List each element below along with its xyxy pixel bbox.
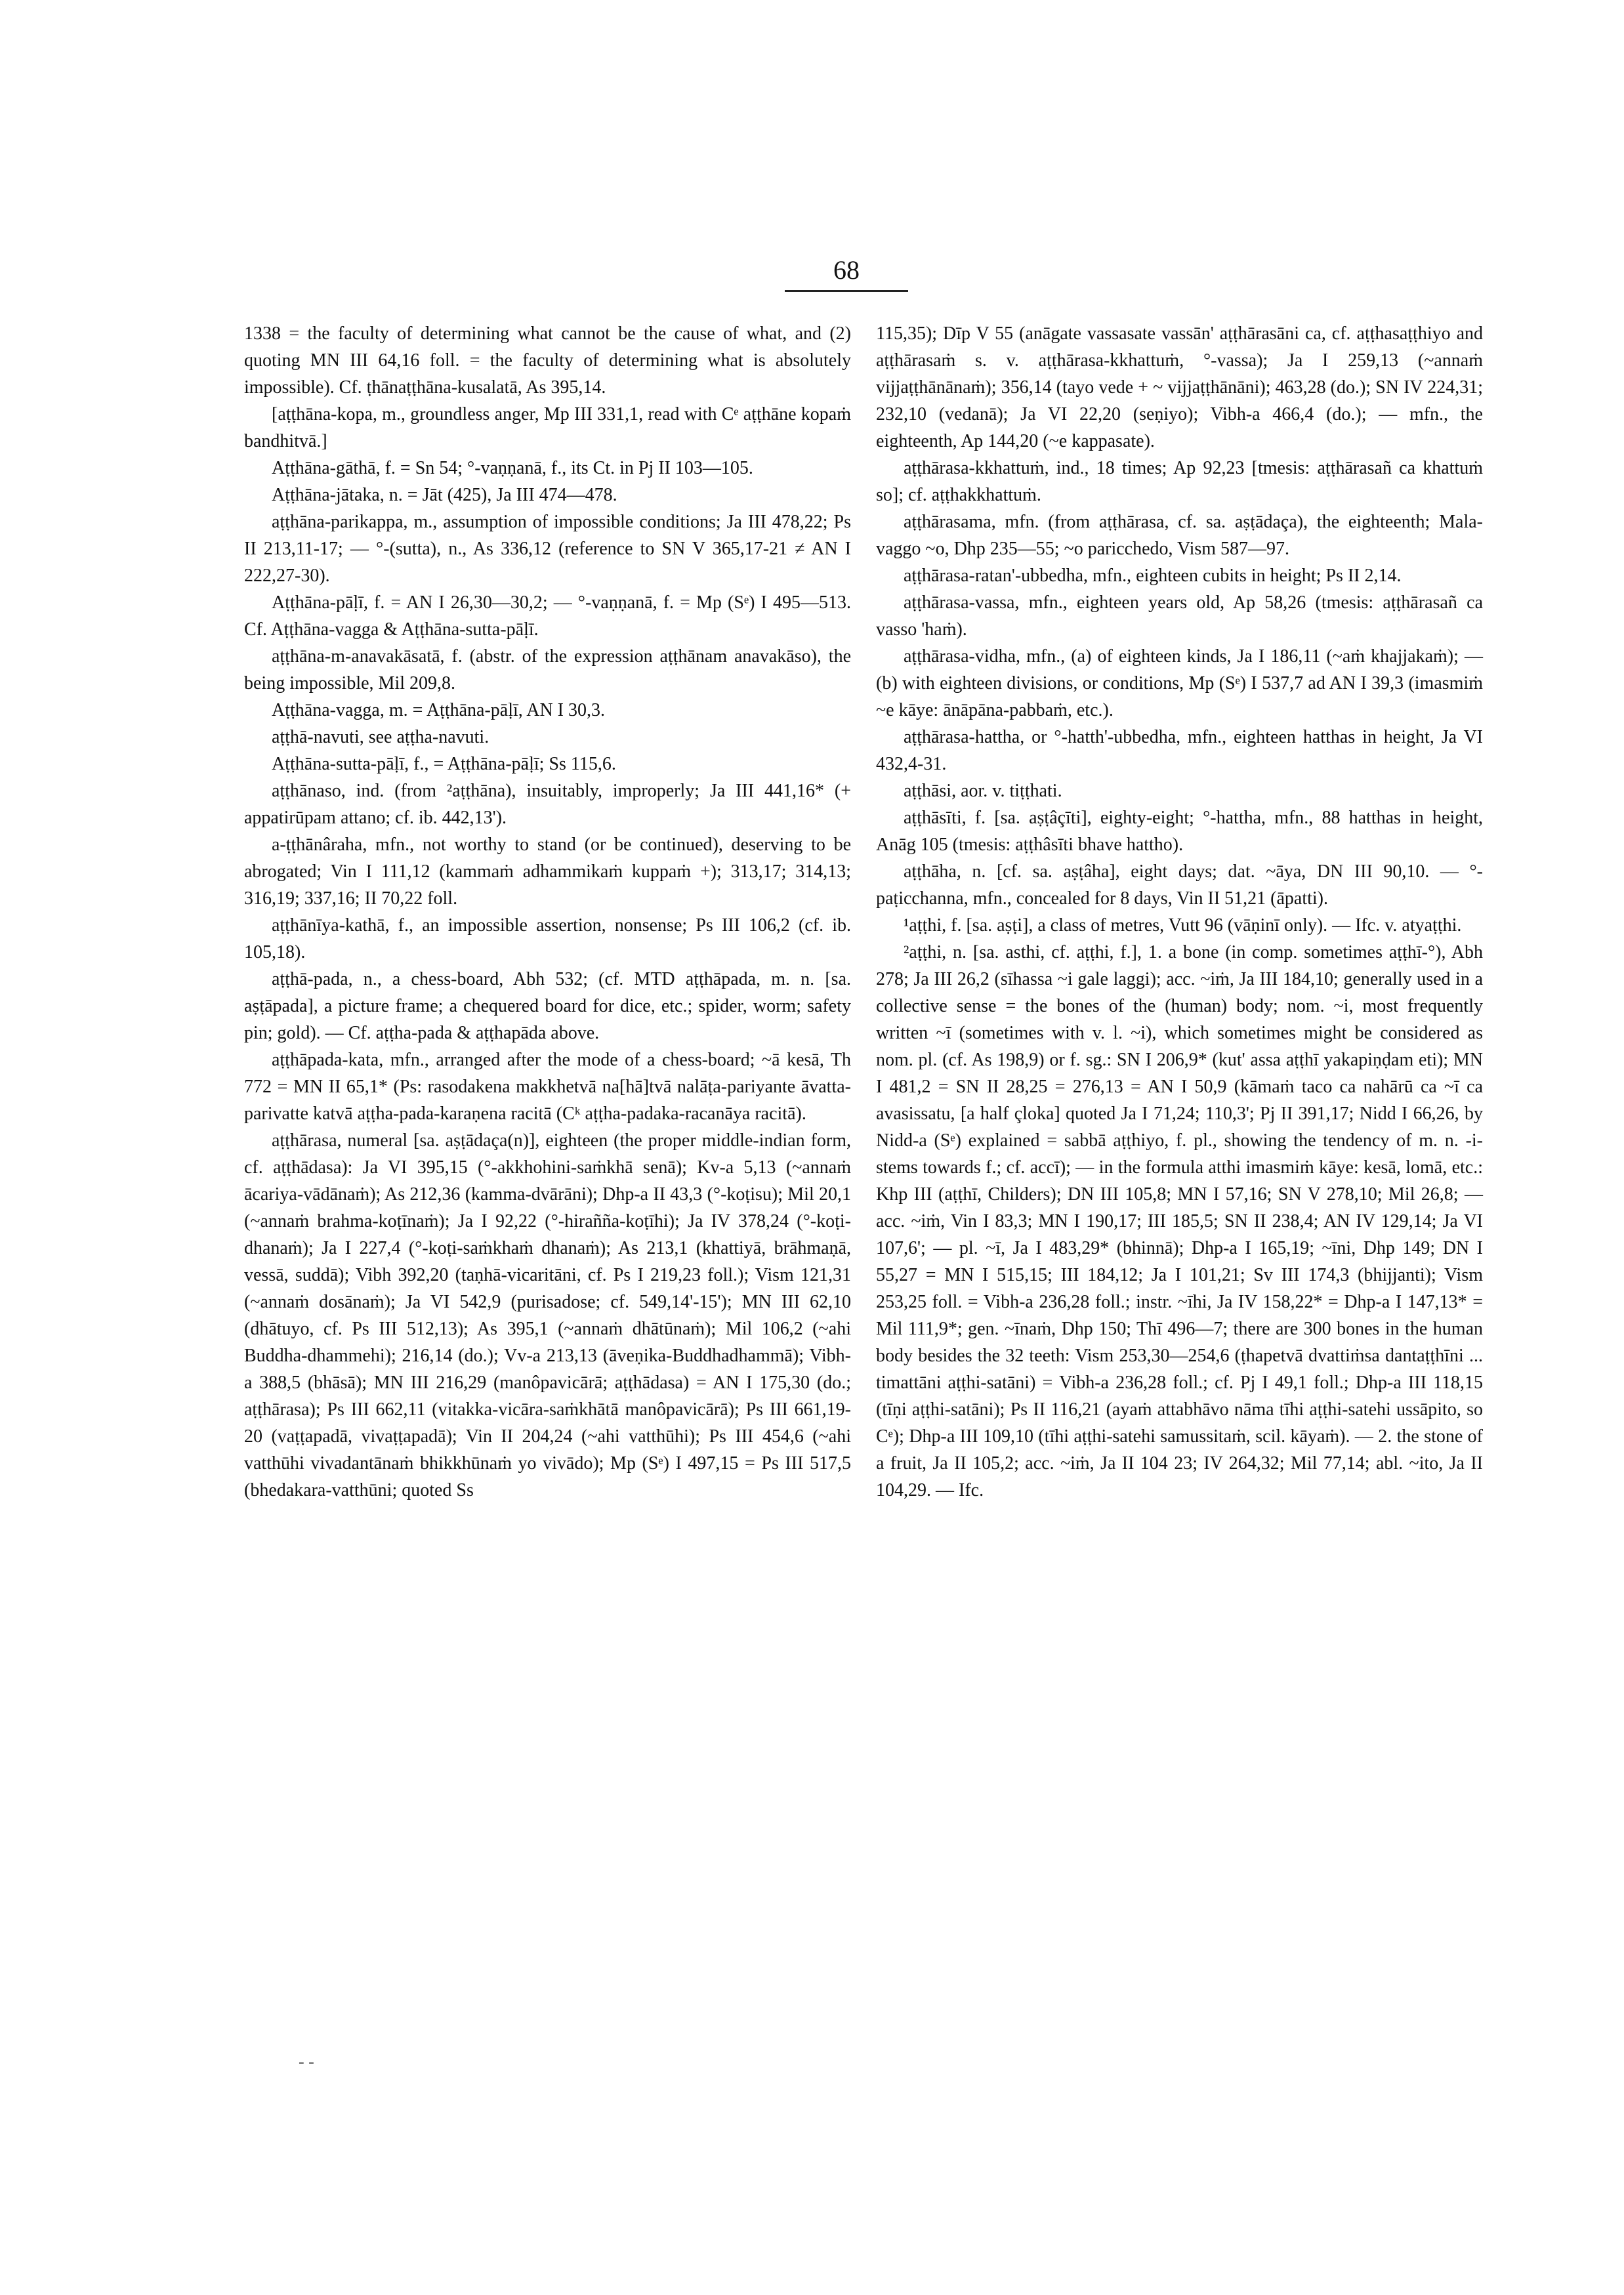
- dictionary-entry: aṭṭhāna-m-anavakāsatā, f. (abstr. of the expression aṭṭhānam anavakāso), the being impossible, Mil 209,8.: [244, 646, 851, 693]
- dictionary-entry: aṭṭhārasa-kkhattuṁ, ind., 18 times; Ap 92,23 [tmesis: aṭṭhārasañ ca khattuṁ so]; cf. aṭṭhakkhattuṁ.: [876, 458, 1483, 505]
- dictionary-entry: aṭṭhāsi, aor. v. tiṭṭhati.: [904, 781, 1062, 801]
- dictionary-entry: aṭṭhārasa, numeral [sa. aṣṭādaça(n)], eighteen (the proper middle-indian form, cf. aṭṭhādasa): Ja VI 395,15 (°-akkhohini-saṁkhā senā); Kv-a 5,13 (~annaṁ ācariya-vādānaṁ); As 212,36 (kamma-dvārāni); Dhp-a II 43,3 (°-koṭisu); Mil 20,1 (~annaṁ brahma-koṭīnaṁ); Ja I 92,22 (°-hiraññа-koṭīhi); Ja IV 378,24 (°-koṭi-dhanaṁ); Ja I 227,4 (°-koṭi-saṁkhaṁ dhanaṁ); As 213,1 (khattiyā, brāhmaṇā, vessā, suddā); Vibh 392,20 (taṇhā-vicaritāni, cf. Ps I 219,23 foll.); Vism 121,31 (~annaṁ dosānaṁ); Ja VI 542,9 (purisadose; cf. 549,14'-15'); MN III 62,10 (dhātuyo, cf. Ps III 512,13); As 395,1 (~annaṁ dhātūnaṁ); Mil 106,2 (~ahi Buddha-dhammehi); 216,14 (do.); Vv-a 213,13 (āveṇika-Buddhadhammā); Vibh-a 388,5 (bhāsā); MN III 216,29 (manôpavicārā; aṭṭhādasa) = AN I 175,30 (do.; aṭṭhārasa); Ps III 662,11 (vitakka-vicāra-saṁkhātā manôpavicārā); Ps III 661,19-20 (vaṭṭapadā, vivaṭṭapadā); Vin II 204,24 (~ahi vatthūhi); Ps III 454,6 (~ahi vatthūhi vivadantānaṁ bhikkhūnaṁ yo vivādo); Mp (Sᵉ) I 497,15 = Ps III 517,5 (bhedakara-vatthūni; quoted Ss: [244, 1130, 851, 1500]
- dictionary-entry: aṭṭhāha, n. [cf. sa. aṣṭâha], eight days; dat. ~āya, DN III 90,10. — °-paṭicchanna, mfn., concealed for 8 days, Vin II 51,21 (āpatti).: [876, 861, 1483, 909]
- dictionary-entry: ¹aṭṭhi, f. [sa. aṣṭi], a class of metres, Vutt 96 (vāṇinī only). — Ifc. v. atyaṭṭhi.: [904, 915, 1462, 936]
- dictionary-entry: a-ṭṭhānâraha, mfn., not worthy to stand (or be continued), deserving to be abrogated; Vin I 111,12 (kammaṁ adhammikaṁ kuppaṁ +); 313,17; 314,13; 316,19; 337,16; II 70,22 foll.: [244, 835, 851, 909]
- dictionary-entry: ²aṭṭhi, n. [sa. asthi, cf. aṭṭhi, f.], 1. a bone (in comp. sometimes aṭṭhī-°), Abh 278; Ja III 26,2 (sīhassa ~i gale laggi); acc. ~iṁ, Ja III 184,10; generally used in a collective sense = the bones of the (human) body; nom. ~i, most frequently written ~ī (sometimes with v. l. ~i), which sometimes might be considered as nom. pl. (cf. As 198,9) or f. sg.: SN I 206,9* (kut' assa aṭṭhī yakapiṇḍam eti); MN I 481,2 = SN II 28,25 = 276,13 = AN I 50,9 (kāmaṁ taco ca nahārū ca ~ī ca avasissatu, [a half çloka] quoted Ja I 71,24; 110,3'; Pj II 391,17; Nidd I 66,26, by Nidd-a (Sᵉ) explained = sabbā aṭṭhiyo, f. pl., showing the tendency of m. n. -i- stems towards f.; cf. accī); — in the formula atthi imasmiṁ kāye: kesā, lomā, etc.: Khp III (aṭṭhī, Childers); DN III 105,8; MN I 57,16; SN V 278,10; Mil 26,8; — acc. ~iṁ, Vin I 83,3; MN I 190,17; III 185,5; SN II 238,4; AN IV 129,14; Ja VI 107,6'; — pl. ~ī, Ja I 483,29* (bhinnā); Dhp-a I 165,19; ~īni, Dhp 149; DN I 55,27 = MN I 515,15; III 184,12; Ja I 101,21; Sv III 174,3 (bhijjanti); Vism 253,25 foll. = Vibh-a 236,28 foll.; instr. ~īhi, Ja IV 158,22* = Dhp-a I 147,13* = Mil 111,9*; gen. ~īnaṁ, Dhp 150; Thī 496—7; there are 300 bones in the human body besides the 32 teeth: Vism 253,30—254,6 (ṭhapetvā dvattiṁsa dantaṭṭhīni ... timattāni aṭṭhi-satāni) = Vibh-a 236,28 foll.; cf. Pj I 49,1 foll.; Dhp-a III 118,15 (tīṇi aṭṭhi-satāni); Ps II 116,21 (ayaṁ attabhāvo nāma tīhi aṭṭhi-satehi ussāpito, so Cᵉ); Dhp-a III 109,10 (tīhi aṭṭhi-satehi samussitaṁ, scil. kāyaṁ). — 2. the stone of a fruit, Ja II 105,2; acc. ~iṁ, Ja II 104 23; IV 264,32; Mil 77,14; abl. ~ito, Ja II 104,29. — Ifc.: [876, 942, 1483, 1500]
- dictionary-entry: aṭṭhārasa-vassa, mfn., eighteen years old, Ap 58,26 (tmesis: aṭṭhārasañ ca vasso 'haṁ).: [876, 592, 1483, 640]
- dictionary-entry: aṭṭhā-pada, n., a chess-board, Abh 532; (cf. MTD aṭṭhāpada, m. n. [sa. aṣṭāpada], a picture frame; a chequered board for dice, etc.; spider, worm; safety pin; gold). — Cf. aṭṭha-pada & aṭṭhapāda above.: [244, 969, 851, 1043]
- dictionary-entry: aṭṭhānaso, ind. (from ²aṭṭhāna), insuitably, improperly; Ja III 441,16* (+ appatirūpam attano; cf. ib. 442,13').: [244, 781, 851, 828]
- right-column: [876, 320, 1483, 1504]
- dictionary-entry: Aṭṭhāna-sutta-pāḷī, f., = Aṭṭhāna-pāḷī; Ss 115,6.: [272, 754, 616, 774]
- dictionary-entry: aṭṭhāpada-kata, mfn., arranged after the mode of a chess-board; ~ā kesā, Th 772 = MN II 65,1* (Ps: rasodakena makkhetvā na[hā]tvā nalāṭa-pariyante āvatta-parivatte katvā aṭṭha-pada-karaṇena racitā (Cᵏ aṭṭha-padaka-racanāya racitā).: [244, 1050, 851, 1124]
- footer-mark: - -: [299, 2052, 314, 2071]
- dictionary-entry: aṭṭhārasama, mfn. (from aṭṭhārasa, cf. sa. aṣṭādaça), the eighteenth; Mala-vaggo ~o, Dhp 235—55; ~o paricchedo, Vism 587—97.: [876, 512, 1483, 559]
- dictionary-entry: aṭṭhānīya-kathā, f., an impossible assertion, nonsense; Ps III 106,2 (cf. ib. 105,18).: [244, 915, 851, 962]
- dictionary-entry: 115,35); Dīp V 55 (anāgate vassasate vassān' aṭṭhārasāni ca, cf. aṭṭhasaṭṭhiyo and aṭṭhārasaṁ s. v. aṭṭhārasa-kkhattuṁ, °-vassa); Ja I 259,13 (~annaṁ vijjaṭṭhānānaṁ); 356,14 (tayo vede + ~ vijjaṭṭhānāni); 463,28 (do.); SN IV 224,31; 232,10 (vedanā); Ja VI 22,20 (seṇiyo); Vibh-a 466,4 (do.); — mfn., the eighteenth, Ap 144,20 (~e kappasate).: [876, 323, 1483, 451]
- dictionary-entry: Aṭṭhāna-gāthā, f. = Sn 54; °-vaṇṇanā, f., its Ct. in Pj II 103—105.: [272, 458, 753, 478]
- dictionary-entry: aṭṭhārasa-hattha, or °-hatth'-ubbedha, mfn., eighteen hatthas in height, Ja VI 432,4-31.: [876, 727, 1483, 774]
- dictionary-entry: [aṭṭhāna-kopa, m., groundless anger, Mp III 331,1, read with Cᵉ aṭṭhāne kopaṁ bandhitvā.]: [244, 404, 851, 451]
- dictionary-entry: 1338 = the faculty of determining what cannot be the cause of what, and (2) quoting MN III 64,16 foll. = the faculty of determining what is absolutely impossible). Cf. ṭhānaṭṭhāna-kusalatā, As 395,14.: [244, 323, 851, 398]
- dictionary-entry: Aṭṭhāna-jātaka, n. = Jāt (425), Ja III 474—478.: [272, 485, 617, 505]
- dictionary-entry: Aṭṭhāna-pāḷī, f. = AN I 26,30—30,2; — °-vaṇṇanā, f. = Mp (Sᵉ) I 495—513. Cf. Aṭṭhāna-vagga & Aṭṭhāna-sutta-pāḷī.: [244, 592, 851, 640]
- dictionary-entry: aṭṭhārasa-ratan'-ubbedha, mfn., eighteen cubits in height; Ps II 2,14.: [904, 566, 1402, 586]
- left-column: [244, 320, 851, 1504]
- dictionary-entry: aṭṭhārasa-vidha, mfn., (a) of eighteen kinds, Ja I 186,11 (~aṁ khajjakaṁ); — (b) with eighteen divisions, or conditions, Mp (Sᵉ) I 537,7 ad AN I 39,3 (imasmiṁ ~e kāye: ānāpāna-pabbaṁ, etc.).: [876, 646, 1483, 720]
- dictionary-entry: Aṭṭhāna-vagga, m. = Aṭṭhāna-pāḷī, AN I 30,3.: [272, 700, 606, 720]
- dictionary-entry: aṭṭhāna-parikappa, m., assumption of impossible conditions; Ja III 478,22; Ps II 213,11-17; — °-(sutta), n., As 336,12 (reference to SN V 365,17-21 ≠ AN I 222,27-30).: [244, 512, 851, 586]
- page-number-rule: [785, 290, 908, 292]
- dictionary-entry: aṭṭhā-navuti, see aṭṭha-navuti.: [272, 727, 489, 747]
- page-number: 68: [833, 255, 860, 285]
- dictionary-entry: aṭṭhāsīti, f. [sa. aṣṭâçīti], eighty-eight; °-hattha, mfn., 88 hatthas in height, Anāg 105 (tmesis: aṭṭhâsīti bhave hattho).: [876, 808, 1483, 855]
